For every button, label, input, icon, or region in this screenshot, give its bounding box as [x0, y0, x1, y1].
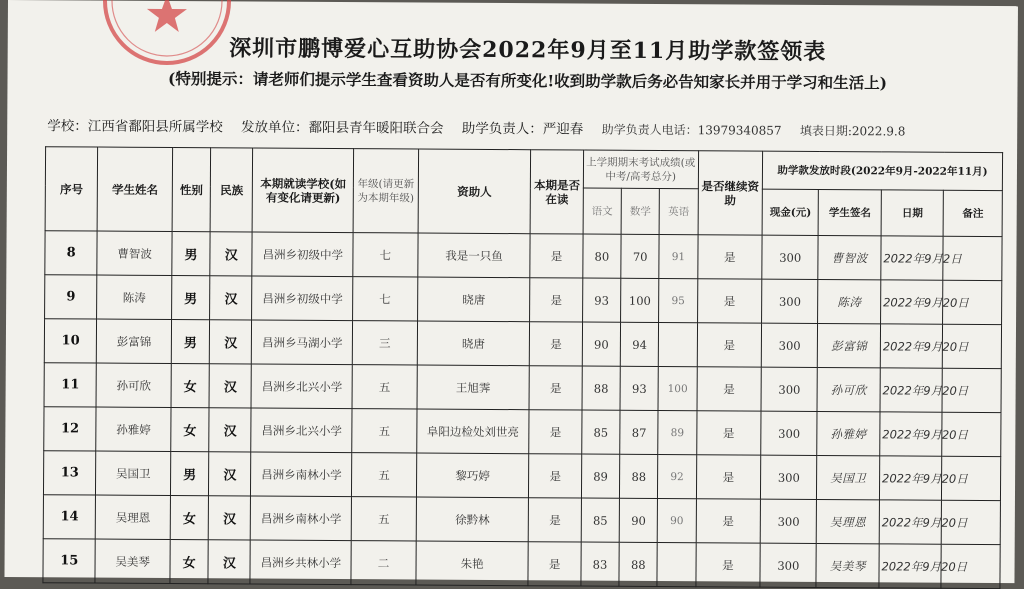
cell-cash: 300: [761, 367, 818, 411]
cell-sponsor: 晓唐: [417, 277, 530, 322]
cell-name: 吴国卫: [96, 451, 171, 495]
header-name: 学生姓名: [97, 147, 172, 231]
cell-sign-date: 2022年9月20日: [880, 324, 943, 368]
cell-in-school: 是: [530, 322, 583, 366]
header-no: 序号: [45, 147, 98, 231]
cell-gender: 女: [171, 364, 210, 408]
table-row: [43, 539, 1000, 589]
cell-grade: 五: [352, 365, 417, 409]
cell-sponsor: 王旭霁: [417, 365, 530, 410]
cell-in-school: 是: [529, 454, 582, 498]
cell-sign-date: 2022年9月20日: [880, 280, 943, 324]
cell-grade: 三: [352, 321, 417, 365]
header-in-school: 本期是否在读: [531, 150, 584, 234]
cell-name: 彭富锦: [97, 319, 172, 363]
cell-continue: 是: [697, 367, 762, 411]
cell-signature: 孙雅婷: [817, 411, 880, 455]
cell-english: 100: [658, 366, 697, 410]
table-row: [44, 363, 1001, 413]
cell-no: 14: [43, 495, 96, 539]
cell-signature: 陈涛: [818, 279, 881, 323]
cell-english: 95: [659, 278, 698, 322]
cell-chinese: 89: [581, 454, 620, 498]
cell-gender: 男: [171, 276, 210, 320]
cell-cash: 300: [762, 279, 819, 323]
header-english: 英语: [659, 188, 698, 234]
cell-name: 孙雅婷: [96, 407, 171, 451]
cell-grade: 七: [353, 277, 418, 321]
header-grade: 年级(请更新为本期年级): [353, 149, 418, 233]
cell-school: 昌洲乡马湖小学: [252, 320, 353, 365]
header-continue: 是否继续资助: [698, 151, 763, 235]
cell-continue: 是: [696, 543, 761, 587]
cell-chinese: 85: [581, 498, 620, 542]
cell-signature: 彭富锦: [818, 323, 881, 367]
cell-chinese: 83: [581, 542, 620, 586]
cell-continue: 是: [697, 235, 762, 279]
form-info-line: [47, 114, 1017, 140]
student-roster-table: [42, 146, 1003, 589]
cell-gender: 男: [170, 452, 209, 496]
issuer-field: 发放单位：鄱阳县青年暖阳联合会: [240, 119, 444, 137]
cell-continue: 是: [696, 411, 761, 455]
cell-sign-date: 2022年9月20日: [880, 368, 943, 412]
cell-cash: 300: [762, 235, 819, 279]
cell-grade: 二: [351, 541, 416, 585]
cell-gender: 男: [171, 320, 210, 364]
school-field: 学校：江西省鄱阳县所属学校: [47, 118, 223, 136]
header-chinese: 语文: [583, 188, 622, 234]
cell-no: 10: [44, 319, 97, 363]
cell-english: 92: [658, 454, 697, 498]
header-math: 数学: [621, 188, 660, 234]
header-sponsor: 资助人: [418, 149, 531, 234]
cell-grade: 五: [351, 497, 416, 541]
cell-math: 94: [620, 322, 659, 366]
cell-continue: 是: [697, 323, 762, 367]
header-school: 本期就读学校(如有变化请更新): [253, 148, 354, 233]
header-ethnicity: 民族: [210, 148, 253, 232]
cell-school: 昌洲乡初级中学: [252, 232, 353, 277]
sign-off-sheet: [4, 0, 1018, 583]
cell-ethnicity: 汉: [209, 452, 252, 496]
cell-sponsor: 朱艳: [416, 541, 529, 586]
cell-in-school: 是: [529, 366, 582, 410]
cell-sign-date: 2022年9月2日: [881, 236, 944, 280]
cell-signature: 吴国卫: [817, 455, 880, 499]
cell-continue: 是: [696, 499, 761, 543]
cell-in-school: 是: [530, 278, 583, 322]
cell-math: 93: [620, 366, 659, 410]
cell-in-school: 是: [529, 498, 582, 542]
cell-sign-date: 2022年9月20日: [879, 544, 942, 588]
cell-sponsor: 我是一只鱼: [417, 233, 530, 278]
table-row: [44, 407, 1001, 457]
cell-gender: 女: [171, 408, 210, 452]
cell-school: 昌洲乡北兴小学: [251, 408, 352, 453]
cell-ethnicity: 汉: [208, 540, 251, 584]
cell-in-school: 是: [529, 410, 582, 454]
cell-ethnicity: 汉: [209, 364, 252, 408]
fill-date-field: 填表日期:2022.9.8: [799, 123, 906, 139]
table-row: [45, 231, 1002, 281]
cell-school: 昌洲乡南林小学: [251, 452, 352, 497]
cell-school: 昌洲乡北兴小学: [251, 364, 352, 409]
cell-cash: 300: [761, 411, 818, 455]
cell-math: 90: [619, 498, 658, 542]
cell-chinese: 85: [582, 410, 621, 454]
cell-english: 90: [658, 498, 697, 542]
cell-name: 吴理恩: [96, 495, 171, 539]
cell-sign-date: 2022年9月20日: [879, 500, 942, 544]
cell-signature: 曹智波: [818, 235, 881, 279]
cell-name: 孙可欣: [96, 363, 171, 407]
cell-continue: 是: [696, 455, 761, 499]
table-row: [44, 319, 1001, 369]
cell-chinese: 88: [582, 366, 621, 410]
cell-in-school: 是: [530, 234, 583, 278]
cell-math: 70: [621, 234, 660, 278]
cell-ethnicity: 汉: [210, 232, 253, 276]
cell-no: 11: [44, 363, 97, 407]
cell-cash: 300: [760, 499, 817, 543]
cell-sponsor: 阜阳边检处刘世亮: [416, 409, 529, 454]
cell-no: 12: [44, 407, 97, 451]
cell-ethnicity: 汉: [209, 320, 252, 364]
cell-cash: 300: [761, 323, 818, 367]
cell-no: 8: [45, 231, 98, 275]
cell-ethnicity: 汉: [209, 408, 252, 452]
cell-english: 91: [659, 234, 698, 278]
cell-continue: 是: [697, 279, 762, 323]
cell-no: 15: [43, 539, 96, 583]
cell-math: 88: [620, 454, 659, 498]
cell-no: 9: [45, 275, 98, 319]
cell-english: [659, 322, 698, 366]
table-row: [45, 275, 1002, 325]
phone-field: 助学负责人电话：13979340857: [601, 122, 782, 138]
table-row: [43, 495, 1000, 545]
header-remark: 备注: [943, 190, 1002, 236]
cell-gender: 男: [172, 232, 211, 276]
cell-signature: 吴美琴: [816, 543, 879, 587]
cell-cash: 300: [760, 543, 817, 587]
cell-name: 吴美琴: [95, 539, 170, 583]
page-title: 深圳市鹏博爱心互助协会2022年9月至11月助学款签领表: [229, 35, 827, 65]
cell-chinese: 93: [582, 278, 621, 322]
cell-signature: 吴理恩: [817, 499, 880, 543]
cell-english: [657, 542, 696, 586]
cell-school: 昌洲乡共林小学: [250, 540, 351, 585]
cell-school: 昌洲乡南林小学: [251, 496, 352, 541]
header-cash: 现金(元): [762, 189, 819, 235]
header-gender: 性别: [172, 148, 211, 232]
cell-grade: 五: [352, 453, 417, 497]
cell-no: 13: [43, 451, 96, 495]
cell-sign-date: 2022年9月20日: [879, 456, 942, 500]
cell-ethnicity: 汉: [210, 276, 253, 320]
cell-grade: 五: [352, 409, 417, 453]
cell-gender: 女: [170, 496, 209, 540]
cell-ethnicity: 汉: [208, 496, 251, 540]
contact-field: 助学负责人：严迎春: [461, 120, 584, 138]
cell-sign-date: 2022年9月20日: [880, 412, 943, 456]
cell-gender: 女: [170, 540, 209, 584]
cell-in-school: 是: [528, 542, 581, 586]
cell-sponsor: 徐黔林: [416, 497, 529, 542]
cell-chinese: 80: [583, 234, 622, 278]
cell-sponsor: 黎巧婷: [416, 453, 529, 498]
header-scores: 上学期期末考试成绩(或中考/高考总分): [583, 150, 698, 189]
cell-sponsor: 晓唐: [417, 321, 530, 366]
cell-cash: 300: [761, 455, 818, 499]
header-signature: 学生签名: [819, 189, 882, 235]
special-notice: (特别提示：请老师们提示学生查看资助人是否有所变化!收到助学款后务必告知家长并用于学习和生活上): [167, 68, 888, 93]
cell-math: 88: [619, 542, 658, 586]
cell-english: 89: [658, 410, 697, 454]
table-row: [43, 451, 1000, 501]
cell-math: 100: [621, 278, 660, 322]
cell-signature: 孙可欣: [817, 367, 880, 411]
cell-school: 昌洲乡初级中学: [252, 276, 353, 321]
cell-name: 陈涛: [97, 275, 172, 319]
cell-name: 曹智波: [97, 231, 172, 275]
header-sign-date: 日期: [881, 190, 944, 236]
header-period: 助学款发放时段(2022年9月-2022年11月): [762, 151, 1002, 190]
cell-math: 87: [620, 410, 659, 454]
cell-grade: 七: [353, 233, 418, 277]
cell-chinese: 90: [582, 322, 621, 366]
